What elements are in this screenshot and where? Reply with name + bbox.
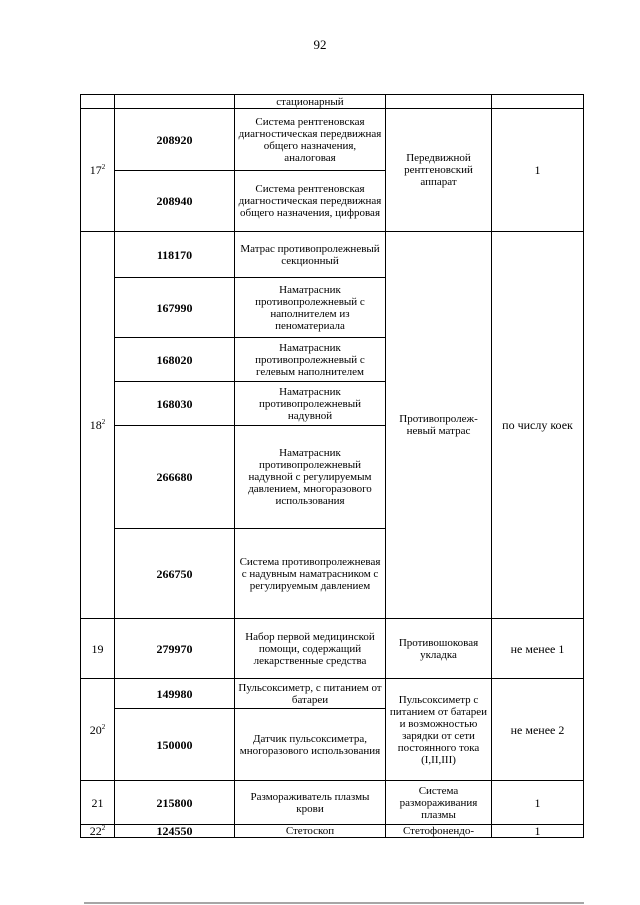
table-row	[81, 619, 584, 679]
item-code: 168020	[115, 338, 235, 382]
item-name: Наматрасник противопролежневый надувной с регулируемым давлением, многоразового использования	[235, 426, 386, 529]
item-kind: Передвижной рентгеновский аппарат	[386, 109, 492, 232]
item-quantity: не менее 1	[492, 619, 584, 679]
item-code: 266750	[115, 529, 235, 619]
item-name: Пульсоксиметр, с питанием от батареи	[235, 679, 386, 709]
item-kind: Противопролеж-невый матрас	[386, 232, 492, 619]
item-code: 168030	[115, 382, 235, 426]
equipment-table	[80, 94, 584, 838]
item-name: Система рентгеновская диагностическая передвижная общего назначения, аналоговая	[235, 109, 386, 171]
row-number: 21	[81, 781, 115, 825]
item-quantity: не менее 2	[492, 679, 584, 781]
item-name: Система противопролежневая с надувным наматрасником с регулируемым давлением	[235, 529, 386, 619]
item-name: Наматрасник противопролежневый с гелевым наполнителем	[235, 338, 386, 382]
item-code: 215800	[115, 781, 235, 825]
item-quantity: по числу коек	[492, 232, 584, 619]
row-number: 19	[81, 619, 115, 679]
row-number: $20^2$	[81, 679, 115, 781]
item-kind: Система размораживания плазмы	[386, 781, 492, 825]
item-name: стационарный	[235, 95, 386, 109]
item-code: 150000	[115, 709, 235, 781]
item-code: 279970	[115, 619, 235, 679]
page-number: 92	[313, 37, 327, 52]
table-row	[81, 109, 584, 171]
item-code: 124550	[115, 825, 235, 838]
item-name: Наматрасник противопролежневый надувной	[235, 382, 386, 426]
item-kind: Пульсоксиметр с питанием от батареи и возможностью зарядки от сети постоянного тока (I,II,III)	[386, 679, 492, 781]
item-code: 118170	[115, 232, 235, 278]
table-row	[81, 825, 584, 838]
item-name: Наматрасник противопролежневый с наполнителем из пеноматериала	[235, 278, 386, 338]
item-kind: Стетофонендо-	[386, 825, 492, 838]
item-name: Датчик пульсоксиметра, многоразового использования	[235, 709, 386, 781]
item-name: Матрас противопролежневый секционный	[235, 232, 386, 278]
item-kind: Противошоковая укладка	[386, 619, 492, 679]
item-quantity: 1	[492, 109, 584, 232]
table-row	[81, 232, 584, 278]
row-number: $18^2$	[81, 232, 115, 619]
page-edge-line	[84, 902, 584, 904]
item-name: Система рентгеновская диагностическая передвижная общего назначения, цифровая	[235, 171, 386, 232]
table-row	[81, 781, 584, 825]
item-code: 149980	[115, 679, 235, 709]
item-code: 208940	[115, 171, 235, 232]
row-number: $17^2$	[81, 109, 115, 232]
item-code: 208920	[115, 109, 235, 171]
item-quantity: 1	[492, 781, 584, 825]
row-number: $22^2$	[81, 825, 115, 838]
item-code: 167990	[115, 278, 235, 338]
item-name: Набор первой медицинской помощи, содержащий лекарственные средства	[235, 619, 386, 679]
item-name: Стетоскоп	[235, 825, 386, 838]
item-quantity: 1	[492, 825, 584, 838]
item-name: Размораживатель плазмы крови	[235, 781, 386, 825]
item-code: 266680	[115, 426, 235, 529]
table-row	[81, 679, 584, 709]
table-row	[81, 95, 584, 109]
